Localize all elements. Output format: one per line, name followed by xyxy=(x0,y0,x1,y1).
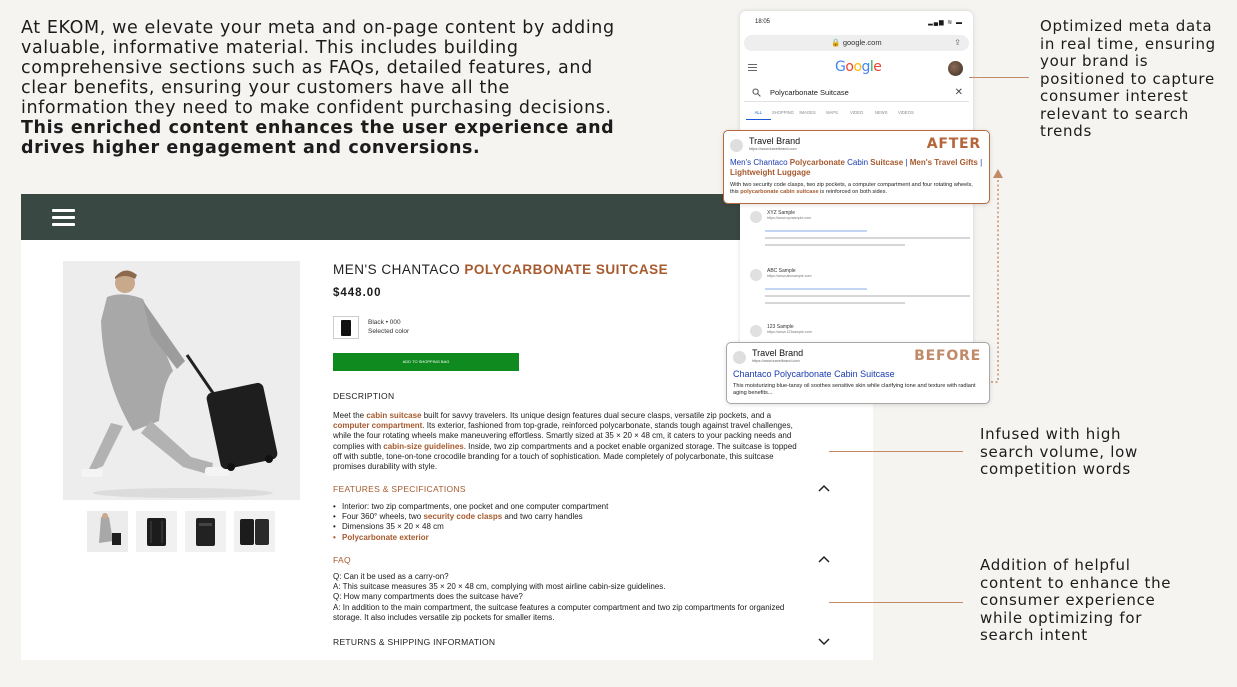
product-title-highlight: POLYCARBONATE SUITCASE xyxy=(464,262,669,277)
logo-letter: o xyxy=(853,59,862,75)
tab-shopping[interactable]: SHOPPING xyxy=(771,110,794,115)
phone-status-icons: ▂▄▆ ≋ ▬ xyxy=(928,20,963,26)
color-name: Black • 000 xyxy=(368,319,401,326)
snippet-part: With two security code clasps, two zip pockets, a computer compartment and four rotating wheels, this xyxy=(730,182,973,195)
faq-answer: A: In addition to the main compartment, the suitcase features a computer compartment and two zip compartments for organized storage. It also includes versatile zip pockets for smaller items. xyxy=(333,602,785,622)
product-thumbnails xyxy=(87,511,275,552)
desc-part: . Its exterior, fashioned from top-grade, reinforced polycarbonate, stands tough against travel challenges, while the four rotating wheels make maneuvering effortless. Smartly sized at 35 × 20 × 48 cm, it caters to your packing needs and complies with xyxy=(333,421,793,451)
logo-letter: e xyxy=(873,59,882,75)
feature-item: • Interior: two zip compartments, one pocket and one computer compartment xyxy=(333,502,608,512)
result-name: 123 Sample xyxy=(767,324,794,330)
product-price: $448.00 xyxy=(333,287,382,299)
chevron-up-icon[interactable] xyxy=(818,484,830,492)
callout-helpful-content: Addition of helpful content to enhance the consumer experience while optimizing for search intent xyxy=(980,556,1172,644)
tab-news[interactable]: NEWS xyxy=(874,110,888,115)
feature-item: • Polycarbonate exterior xyxy=(333,533,608,543)
thumb-suitcase-open-icon xyxy=(234,511,275,552)
clear-search-icon[interactable]: ✕ xyxy=(954,87,963,98)
faq-question: Q: How many compartments does the suitcase have? xyxy=(333,592,523,602)
search-query: Polycarbonate Suitcase xyxy=(770,88,849,97)
feature-item: • Dimensions 35 × 20 × 48 cm xyxy=(333,522,608,532)
thumb-suitcase-back-icon xyxy=(185,511,226,552)
title-part: Cabin xyxy=(844,158,871,167)
returns-heading[interactable]: RETURNS & SHIPPING INFORMATION xyxy=(333,637,496,647)
desc-keyword: computer compartment xyxy=(333,421,423,431)
callout-leader-line xyxy=(829,602,963,603)
desc-part: . Inside, two zip compartments and a pocket enable organized storage. The suitcase is topped off with subtle, tone-on-tone crocodile branding for a touch of sophistication. Made completely of polycarbonate, this suitcase promises durability with style. xyxy=(333,441,797,472)
phone-time: 18:05 xyxy=(755,19,771,25)
color-info xyxy=(368,318,409,336)
result-name: XYZ Sample xyxy=(767,210,796,216)
result-url: https://www.travelbrand.com xyxy=(749,147,797,151)
result-title[interactable]: Chantaco Polycarbonate Cabin Suitcase xyxy=(733,369,895,379)
desc-keyword: cabin-size guidelines xyxy=(383,441,464,451)
product-title xyxy=(333,262,668,277)
result-url: https://www.travelbrand.com xyxy=(752,359,800,363)
feature-part: Four 360° wheels, two xyxy=(342,512,424,522)
after-label: AFTER xyxy=(926,136,981,152)
search-result-after-card[interactable] xyxy=(723,130,990,204)
feature-item xyxy=(333,512,608,522)
feature-part: and two carry handles xyxy=(502,512,583,522)
google-menu-icon[interactable] xyxy=(748,64,757,71)
before-label: BEFORE xyxy=(914,348,981,364)
search-icon xyxy=(752,88,761,97)
result-name: ABC Sample xyxy=(767,268,796,274)
title-keyword: Men's Travel Gifts xyxy=(909,158,978,167)
result-url: https://www.xyzsample.com xyxy=(767,216,812,220)
tab-video[interactable]: VIDEO xyxy=(850,110,864,115)
logo-letter: G xyxy=(835,59,846,75)
callout-meta-data: Optimized meta data in real time, ensuring your brand is positioned to capture consumer interest relevant to search trends xyxy=(1040,17,1216,140)
snippet-part: is reinforced on both sides. xyxy=(818,189,888,195)
add-to-bag-button[interactable]: ADD TO SHOPPING BAG xyxy=(333,353,519,371)
favicon-placeholder xyxy=(750,325,762,337)
thumb-suitcase-front-icon xyxy=(136,511,177,552)
callout-leader-line xyxy=(829,451,963,452)
intro-bold-text: This enriched content enhances the user experience and drives higher engagement and conversions. xyxy=(21,118,615,158)
favicon-placeholder xyxy=(730,139,743,152)
user-avatar[interactable] xyxy=(948,61,963,76)
model-with-suitcase-illustration xyxy=(63,261,300,500)
result-url: https://www.abcsample.com xyxy=(767,274,812,278)
url-text: 🔒 google.com xyxy=(831,38,882,47)
description-heading: DESCRIPTION xyxy=(333,391,395,401)
share-icon[interactable]: ⇪ xyxy=(954,38,961,47)
features-heading[interactable]: FEATURES & SPECIFICATIONS xyxy=(333,484,466,494)
desc-part: built for savvy travelers. Its unique design features dual secure clasps, versatile zip pockets, and a xyxy=(421,411,772,420)
description-text xyxy=(333,411,803,472)
callout-leader-line xyxy=(969,77,1029,78)
desc-keyword: cabin suitcase xyxy=(366,411,422,420)
features-list xyxy=(333,502,608,543)
product-main-image[interactable] xyxy=(63,261,300,500)
chevron-up-icon[interactable] xyxy=(818,555,830,563)
snippet-keyword: polycarbonate cabin suitcase xyxy=(740,189,819,195)
result-snippet xyxy=(730,182,982,196)
title-part: | xyxy=(977,158,983,167)
favicon-placeholder xyxy=(750,211,762,223)
favicon-placeholder xyxy=(750,269,762,281)
thumbnail-front[interactable] xyxy=(136,511,177,552)
tab-images[interactable]: IMAGES xyxy=(799,110,816,115)
title-part: | xyxy=(903,158,910,167)
favicon-placeholder xyxy=(733,351,746,364)
title-part: Men's Chantaco xyxy=(730,158,790,167)
color-swatch-black[interactable] xyxy=(333,316,359,339)
logo-letter: g xyxy=(861,59,870,75)
result-title[interactable] xyxy=(730,158,985,178)
chevron-down-icon[interactable] xyxy=(818,638,830,646)
hamburger-menu-icon[interactable] xyxy=(52,209,75,226)
improvement-arrow-icon xyxy=(990,168,1004,384)
result-brand: Travel Brand xyxy=(752,348,804,358)
google-search-box[interactable] xyxy=(744,83,969,102)
feature-keyword: security code clasps xyxy=(423,512,503,522)
title-keyword: Suitcase xyxy=(870,158,904,167)
thumbnail-open[interactable] xyxy=(234,511,275,552)
tab-maps[interactable]: MAPS xyxy=(826,110,839,115)
search-tabs xyxy=(746,110,918,120)
search-result-before-card[interactable] xyxy=(726,342,990,404)
faq-heading[interactable]: FAQ xyxy=(333,555,351,565)
thumb-model-icon xyxy=(87,511,128,552)
title-keyword: Polycarbonate xyxy=(789,158,845,167)
callout-keywords: Infused with high search volume, low competition words xyxy=(980,425,1138,478)
color-label: Selected color xyxy=(368,328,410,335)
logo-letter: o xyxy=(845,59,854,75)
google-logo xyxy=(835,59,881,75)
tab-videos[interactable]: VIDEOS xyxy=(897,110,914,115)
thumbnail-back[interactable] xyxy=(185,511,226,552)
intro-paragraph xyxy=(21,18,621,158)
result-url: https://www.123sample.com xyxy=(767,330,812,334)
faq-question: Q: Can it be used as a carry-on? xyxy=(333,572,449,581)
faq-content xyxy=(333,572,813,623)
result-snippet: This moisturizing blue-tansy oil soothes sensitive skin while clarifying tone and texture with radiant aging benefits... xyxy=(733,383,976,396)
faq-answer: A: This suitcase measures 35 × 20 × 48 cm, complying with most airline cabin-size guidelines. xyxy=(333,582,666,592)
browser-url-bar[interactable] xyxy=(744,35,969,51)
result-brand: Travel Brand xyxy=(749,136,801,146)
logo-letter: l xyxy=(869,59,874,75)
product-title-plain: MEN'S CHANTACO xyxy=(333,262,461,277)
desc-part: Meet the xyxy=(333,411,367,420)
title-keyword: Lightweight Luggage xyxy=(730,168,811,177)
intro-text: At EKOM, we elevate your meta and on-page content by adding valuable, informative material. This includes building comprehensive sections such as FAQs, detailed features, and clear benefits, ensuring your customers have all the information they need to make confident purchasing decisions. xyxy=(21,18,615,118)
thumbnail-model[interactable] xyxy=(87,511,128,552)
tab-all[interactable]: ALL xyxy=(746,110,771,120)
